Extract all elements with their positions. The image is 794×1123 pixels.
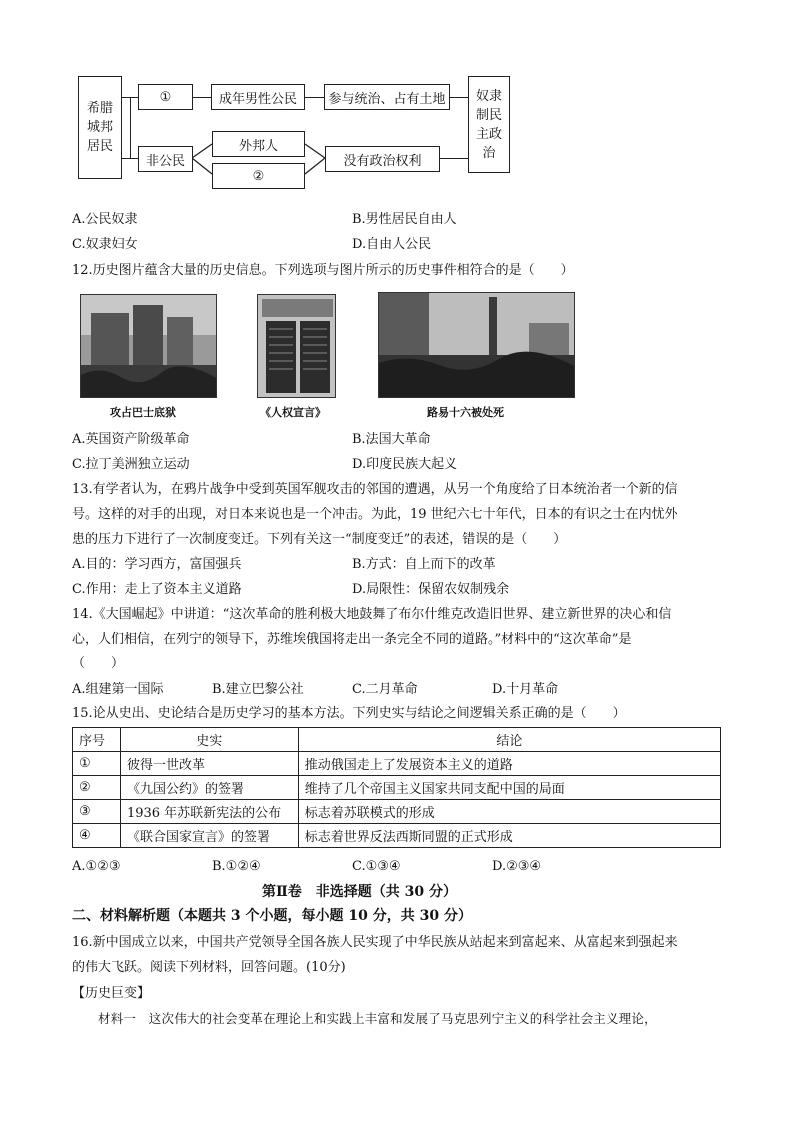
connector-line xyxy=(450,97,468,98)
header-conclusion: 结论 xyxy=(298,728,720,752)
connector-line xyxy=(122,158,138,159)
row-fact: 彼得一世改革 xyxy=(120,752,298,776)
table-header-row xyxy=(73,728,721,752)
louis-execution-caption: 路易十六被处死 xyxy=(427,406,504,419)
diagram-foreigner-box: 外邦人 xyxy=(212,131,305,157)
q11-option-b: B.男性居民自由人 xyxy=(352,212,457,227)
bastille-caption: 攻占巴士底狱 xyxy=(110,406,176,419)
header-index: 序号 xyxy=(73,728,121,752)
row-fact: 《联合国家宣言》的签署 xyxy=(120,824,298,848)
q14-option-a: A.组建第一国际 xyxy=(72,682,164,697)
table-row xyxy=(73,776,721,800)
q15-option-b: B.①②④ xyxy=(212,859,261,874)
q11-option-c: C.奴隶妇女 xyxy=(72,237,138,252)
bastille-storming-image xyxy=(80,294,217,398)
row-conclusion: 维持了几个帝国主义国家共同支配中国的局面 xyxy=(298,776,720,800)
row-index: ④ xyxy=(73,824,121,848)
diagram-blank2-box: ② xyxy=(212,163,305,189)
diagram-right-box: 奴隶 制民 主政 治 xyxy=(468,76,510,173)
q13-option-c: C.作用：走上了资本主义道路 xyxy=(72,582,242,597)
row-index: ② xyxy=(73,776,121,800)
q11-option-d: D.自由人公民 xyxy=(352,237,432,252)
q13-stem-line3: 患的压力下进行了一次制度变迁。下列有关这一“制度变迁”的表述，错误的是（ ） xyxy=(72,532,567,547)
part2-section-heading: 二、材料解析题（本题共 3 个小题，每小题 10 分，共 30 分） xyxy=(72,908,472,924)
diagram-participate-box: 参与统治、占有土地 xyxy=(324,84,450,110)
q15-option-c: C.①③④ xyxy=(352,859,401,874)
diagram-no-rights-box: 没有政治权利 xyxy=(325,146,440,172)
q14-option-b: B.建立巴黎公社 xyxy=(212,682,304,697)
table-row xyxy=(73,800,721,824)
q13-stem-line2: 号。这样的对手的出现，对日本来说也是一个冲击。为此，19 世纪六七十年代，日本的有识之士在内忧外 xyxy=(72,507,678,522)
q12-option-d: D.印度民族大起义 xyxy=(352,457,458,472)
row-conclusion: 标志着世界反法西斯同盟的正式形成 xyxy=(298,824,720,848)
q12-option-b: B.法国大革命 xyxy=(352,432,431,447)
q13-option-a: A.目的：学习西方，富国强兵 xyxy=(72,557,242,572)
q14-option-d: D.十月革命 xyxy=(492,682,559,697)
louis-execution-image xyxy=(378,292,575,398)
part2-title: 第Ⅱ卷 非选择题（共 30 分） xyxy=(262,884,458,900)
q12-option-c: C.拉丁美洲独立运动 xyxy=(72,457,190,472)
table-row xyxy=(73,752,721,776)
diagram-male-citizen-box: 成年男性公民 xyxy=(211,84,305,110)
diagram-non-citizen-box: 非公民 xyxy=(138,146,193,172)
connector-line xyxy=(130,97,131,158)
q16-stem-line1: 16.新中国成立以来，中国共产党领导全国各族人民实现了中华民族从站起来到富起来、从富起来到强起来 xyxy=(72,935,678,950)
connector-line xyxy=(440,158,468,159)
declaration-caption: 《人权宣言》 xyxy=(260,406,326,419)
table-row xyxy=(73,824,721,848)
row-fact: 1936 年苏联新宪法的公布 xyxy=(120,800,298,824)
q16-heading: 【历史巨变】 xyxy=(72,986,151,1001)
q13-option-b: B.方式：自上而下的改革 xyxy=(352,557,496,572)
q12-option-a: A.英国资产阶级革命 xyxy=(72,432,190,447)
q14-stem-line3: （ ） xyxy=(72,656,125,671)
row-fact: 《九国公约》的签署 xyxy=(120,776,298,800)
diagram-left-box: 希腊 城邦 居民 xyxy=(78,76,122,179)
q12-stem: 12.历史图片蕴含大量的历史信息。下列选项与图片所示的历史事件相符合的是（ ） xyxy=(72,263,574,278)
row-conclusion: 推动俄国走上了发展资本主义的道路 xyxy=(298,752,720,776)
q14-stem-line2: 心，人们相信，在列宁的领导下，苏维埃俄国将走出一条完全不同的道路。”材料中的“这次革命”是 xyxy=(72,632,632,647)
q13-option-d: D.局限性：保留农奴制残余 xyxy=(352,582,510,597)
row-conclusion: 标志着苏联模式的形成 xyxy=(298,800,720,824)
row-index: ③ xyxy=(73,800,121,824)
connector-line xyxy=(305,97,324,98)
q13-stem-line1: 13.有学者认为，在鸦片战争中受到英国军舰攻击的邻国的遭遇，从另一个角度给了日本统治者一个新的信 xyxy=(72,482,678,497)
q15-option-d: D.②③④ xyxy=(492,859,542,874)
q15-option-a: A.①②③ xyxy=(72,859,121,874)
q16-stem-line2: 的伟大飞跃。阅读下列材料，回答问题。(10分) xyxy=(72,960,346,975)
diagram-blank1-box: ① xyxy=(138,84,193,110)
q11-option-a: A.公民奴隶 xyxy=(72,212,138,227)
connector-line xyxy=(193,97,211,98)
q15-stem: 15.论从史出、史论结合是历史学习的基本方法。下列史实与结论之间逻辑关系正确的是（ ） xyxy=(72,706,626,721)
q14-option-c: C.二月革命 xyxy=(352,682,418,697)
q16-material1: 材料一 这次伟大的社会变革在理论上和实践上丰富和发展了马克思列宁主义的科学社会主义理论， xyxy=(98,1011,657,1026)
row-index: ① xyxy=(73,752,121,776)
q14-stem-line1: 14.《大国崛起》中讲道：“这次革命的胜利极大地鼓舞了布尔什维克改造旧世界、建立新世界的决心和信 xyxy=(72,607,672,622)
declaration-rights-image xyxy=(257,294,336,398)
header-fact: 史实 xyxy=(120,728,298,752)
q15-table xyxy=(72,727,721,848)
